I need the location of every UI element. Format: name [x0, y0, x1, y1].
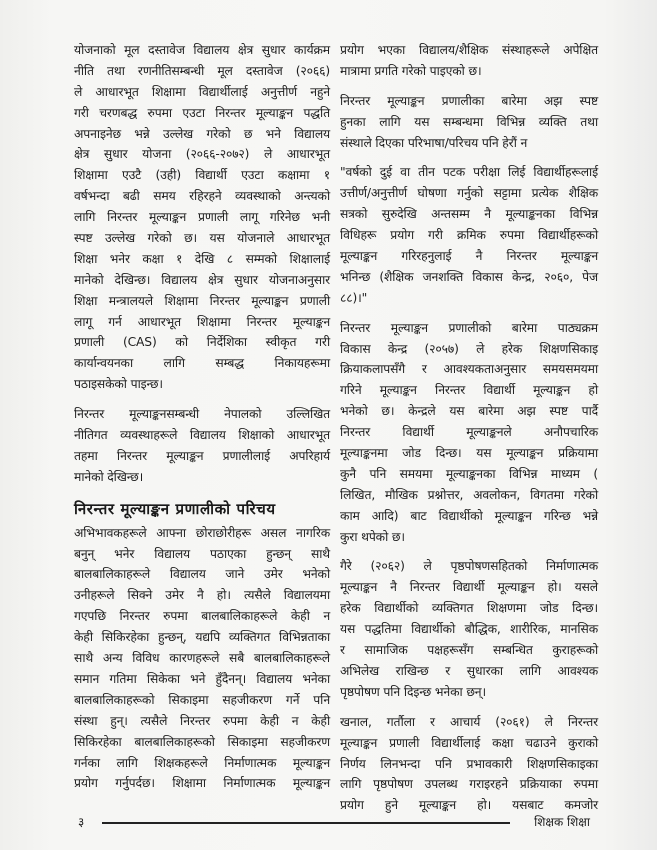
- text-line: साथै अन्य विविध कारणहरूले सबै बालबालिकाहरूले: [74, 651, 330, 666]
- text-line: मूल्याङ्कन नै निरन्तर विद्यार्थी मूल्याङ्कन हो। यसले: [340, 580, 598, 595]
- text-line: क्षेत्र सुधार योजना (२०६६-२०७२) ले आधारभूत: [74, 147, 330, 162]
- text-line: निरन्तर मूल्याङ्कन प्रणालीका बारेमा अझ स्पष्ट: [340, 93, 598, 108]
- text-line: योजनाको मूल दस्तावेज विद्यालय क्षेत्र सुधार कार्यक्रम: [74, 43, 330, 57]
- text-line: निरन्तर विद्यार्थी मूल्याङ्कनले अनौपचारिक: [340, 425, 598, 440]
- text-line: ले आधारभूत शिक्षामा विद्यार्थीलाई अनुत्तीर्ण नहुने: [74, 84, 330, 99]
- text-line: शिक्षा भनेर कक्षा १ देखि ८ सम्मको शिक्षालाई: [74, 251, 330, 266]
- text-line: निरन्तर मूल्याङ्कनसम्बन्धी नेपालको उल्लिखित: [74, 407, 330, 422]
- text-line: र सामाजिक पक्षहरूसँग सम्बन्धित कुराहरूको: [340, 643, 598, 658]
- text-line: विकास केन्द्र (२०५७) ले हरेक शिक्षणसिकाइ: [340, 341, 598, 356]
- publication-title: शिक्षक शिक्षा: [534, 815, 590, 829]
- text-line: मानेको देखिन्छ।: [74, 469, 144, 484]
- text-line: लागि पृष्ठपोषण उपलब्ध गराइरहने प्रक्रियाका रुपमा: [340, 777, 598, 792]
- text-line: संस्था हुन्। त्यसैले निरन्तर रुपमा केही न केही: [74, 713, 330, 728]
- text-line: ८८)।": [340, 290, 368, 305]
- text-line: प्रणाली (CAS) को निर्देशिका स्वीकृत गरी: [74, 335, 330, 350]
- text-line: भनिन्छ (शैक्षिक जनशक्ति विकास केन्द्र, २०६०, पेज: [340, 269, 598, 284]
- paragraph-right-4: [340, 318, 598, 548]
- text-line: बालबालिकाहरूको सिकाइमा सहजीकरण गर्ने पनि: [74, 692, 330, 707]
- text-line: बालबालिकाहरूले विद्यालय जाने उमेर भनेको: [74, 567, 330, 582]
- paragraph-right-5: [340, 556, 598, 702]
- text-line: नीति तथा रणनीतिसम्बन्धी मूल दस्तावेज (२०६६): [74, 63, 330, 78]
- left-column: [74, 40, 330, 803]
- text-line: पठाइसकेको पाइन्छ।: [74, 377, 163, 392]
- page-footer: [78, 814, 590, 830]
- text-line: गैरे (२०६२) ले पृष्ठपोषणसहितको निर्माणात्मक: [340, 559, 598, 574]
- paragraph-left-3: [74, 523, 330, 795]
- text-line: हुनका लागि यस सम्बन्धमा विभिन्न व्यक्ति तथा: [340, 114, 598, 129]
- text-line: वर्षभन्दा बढी समय रहिरहने व्यवस्थाको अन्त्यको: [74, 189, 330, 204]
- text-line: केही सिकिरहेका हुन्छन्, यद्यपि व्यक्तिगत विभिन्नताका: [74, 630, 330, 645]
- text-line: मात्रामा प्रगति गरेको पाइएको छ।: [340, 63, 482, 78]
- text-line: कुरा थपेको छ।: [340, 529, 405, 544]
- text-line: मूल्याङ्कन प्रणाली विद्यार्थीलाई कक्षा चढाउने कुराको: [340, 735, 598, 750]
- quotation-paragraph: [340, 162, 598, 308]
- paragraph-right-2: [340, 91, 598, 154]
- text-line: क्रियाकलापसँगै र आवश्यकताअनुसार समयसमयमा: [340, 362, 598, 377]
- text-line: यस पद्धतिमा विद्यार्थीको बौद्धिक, शारीरिक, मानसिक: [340, 622, 598, 637]
- text-line: निरन्तर मूल्याङ्कन प्रणालीको बारेमा पाठ्यक्रम: [340, 320, 598, 335]
- text-line: तहमा निरन्तर मूल्याङ्कन प्रणालीलाई अपरिहार्य: [74, 448, 330, 463]
- paragraph-right-6: [340, 712, 598, 816]
- text-line: निर्णय लिनभन्दा पनि प्रभावकारी शिक्षणसिकाइका: [340, 756, 598, 771]
- text-line: सिकिरहेका बालबालिकाहरूको सिकाइमा सहजीकरण: [74, 734, 330, 749]
- text-line: हरेक विद्यार्थीको व्यक्तिगत शिक्षणमा जोड दिन्छ।: [340, 601, 598, 616]
- text-line: पृष्ठपोषण पनि दिइन्छ भनेका छन्।: [340, 684, 486, 699]
- text-line: प्रयोग गर्नुपर्दछ। शिक्षामा निर्माणात्मक मूल्याङ्कन: [74, 776, 330, 791]
- text-line: शिक्षा मन्त्रालयले शिक्षामा निरन्तर मूल्याङ्कन प्रणाली: [74, 293, 330, 308]
- paragraph-right-1: [340, 40, 598, 82]
- text-line: गरी चरणबद्ध रुपमा एउटा निरन्तर मूल्याङ्कन पद्धति: [74, 105, 330, 120]
- text-line: कुनै पनि समयमा मूल्याङ्कनका विभिन्न माध्यम (: [340, 466, 598, 481]
- text-line: अभिलेख राखिन्छ र सुधारका लागि आवश्यक: [340, 663, 598, 678]
- text-line: प्रयोग हुने मूल्याङ्कन हो। यसबाट कमजोर: [340, 798, 598, 813]
- text-line: उनीहरूले सिक्ने उमेर नै हो। त्यसैले विद्यालयमा: [74, 588, 330, 603]
- text-line: शिक्षामा एउटै (उही) विद्यार्थी एउटा कक्षामा १: [74, 168, 330, 183]
- text-line: लागू गर्न आधारभूत शिक्षामा निरन्तर मूल्याङ्कन: [74, 314, 330, 329]
- text-line: संस्थाले दिएका परिभाषा/परिचय पनि हेरौं न: [340, 135, 528, 150]
- text-line: गएपछि निरन्तर रुपमा बालबालिकाहरूले केही न: [74, 609, 330, 624]
- text-line: गर्नका लागि शिक्षकहरूले निर्माणात्मक मूल्याङ्कन: [74, 755, 330, 770]
- footer-divider: [102, 822, 510, 824]
- text-line: काम आदि) बाट विद्यार्थीको मूल्याङ्कन गरिन्छ भन्ने: [340, 508, 598, 523]
- text-line: मानेको देखिन्छ। विद्यालय क्षेत्र सुधार योजनाअनुसार: [74, 272, 330, 287]
- text-line: बनुन् भनेर विद्यालय पठाएका हुन्छन् साथै: [74, 546, 330, 561]
- text-line: गरिने मूल्याङ्कन निरन्तर विद्यार्थी मूल्याङ्कन हो: [340, 383, 598, 398]
- text-line: कार्यान्वयनका लागि सम्बद्ध निकायहरूमा: [74, 356, 330, 371]
- text-line: खनाल, गर्तौला र आचार्य (२०६१) ले निरन्तर: [340, 714, 598, 729]
- text-line: मूल्याङ्कन गरिरहनुलाई नै निरन्तर मूल्याङ्कन: [340, 249, 598, 264]
- text-line: भनेको छ। केन्द्रले यस बारेमा अझ स्पष्ट पार्दै: [340, 404, 598, 419]
- paragraph-left-2: [74, 404, 330, 488]
- text-line: उत्तीर्ण/अनुत्तीर्ण घोषणा गर्नुको सट्टामा प्रत्येक शैक्षिक: [340, 186, 598, 201]
- text-line: प्रयोग भएका विद्यालय/शैक्षिक संस्थाहरूले अपेक्षित: [340, 43, 598, 57]
- text-line: अभिभावकहरूले आफ्ना छोराछोरीहरू असल नागरिक: [74, 525, 330, 540]
- right-column: [340, 40, 598, 825]
- text-line: स्पष्ट उल्लेख गरेको छ। यस योजनाले आधारभूत: [74, 231, 330, 246]
- text-line: अपनाइनेछ भन्ने उल्लेख गरेको छ भने विद्यालय: [74, 126, 330, 141]
- text-line: नीतिगत व्यवस्थाहरूले विद्यालय शिक्षाको आधारभूत: [74, 428, 330, 443]
- section-heading: निरन्तर मूल्याङ्कन प्रणालीको परिचय: [74, 499, 276, 518]
- paragraph-left-1: [74, 40, 330, 395]
- text-line: सत्रको सुरुदेखि अन्तसम्म नै मूल्याङ्कनका विभिन्न: [340, 207, 598, 222]
- text-line: लिखित, मौखिक प्रश्नोत्तर, अवलोकन, विगतमा गरेको: [340, 487, 598, 502]
- text-line: मूल्याङ्कनमा जोड दिन्छ। यस मूल्याङ्कन प्रक्रियामा: [340, 446, 598, 461]
- text-line: विधिहरू प्रयोग गरी क्रमिक रुपमा विद्यार्थीहरूको: [340, 228, 598, 243]
- text-line: लागि निरन्तर मूल्याङ्कन प्रणाली लागू गरिनेछ भनी: [74, 210, 330, 225]
- text-line: समान गतिमा सिकेका भने हुँदैनन्। विद्यालय भनेका: [74, 671, 330, 686]
- page-number: ३: [78, 815, 85, 829]
- text-line: "वर्षको दुई वा तीन पटक परीक्षा लिई विद्यार्थीहरूलाई: [340, 165, 598, 180]
